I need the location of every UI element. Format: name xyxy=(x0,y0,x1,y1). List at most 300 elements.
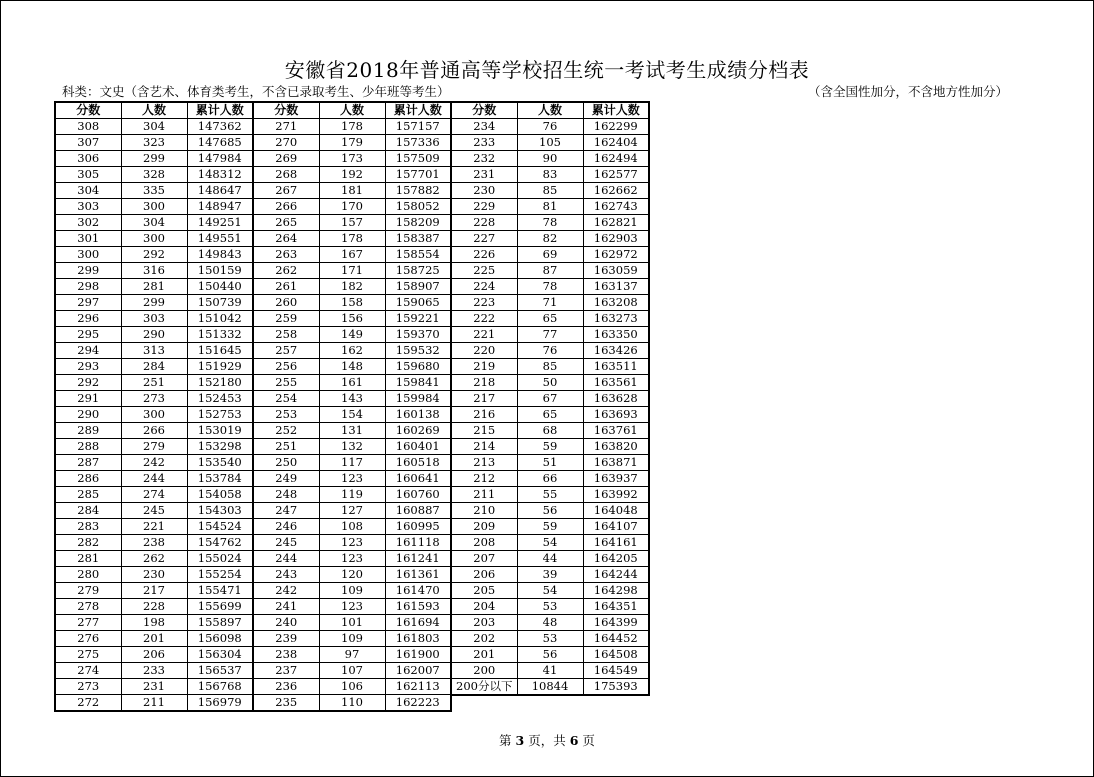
cumulative-cell: 157701 xyxy=(385,167,451,183)
score-cell: 231 xyxy=(451,167,517,183)
table-row xyxy=(253,135,451,151)
score-table-2 xyxy=(252,101,452,712)
page-border-top xyxy=(0,0,1094,1)
count-cell: 132 xyxy=(319,439,385,455)
cumulative-cell: 164351 xyxy=(583,599,649,615)
cumulative-cell: 160269 xyxy=(385,423,451,439)
count-cell: 251 xyxy=(121,375,187,391)
count-cell: 48 xyxy=(517,615,583,631)
count-cell: 162 xyxy=(319,343,385,359)
count-cell: 149 xyxy=(319,327,385,343)
header-count: 人数 xyxy=(517,102,583,119)
count-cell: 131 xyxy=(319,423,385,439)
table-row xyxy=(253,183,451,199)
cumulative-cell: 157336 xyxy=(385,135,451,151)
cumulative-cell: 152453 xyxy=(187,391,253,407)
header-count: 人数 xyxy=(121,102,187,119)
count-cell: 123 xyxy=(319,535,385,551)
header-score: 分数 xyxy=(451,102,517,119)
table-row xyxy=(55,503,253,519)
header-cumulative: 累计人数 xyxy=(385,102,451,119)
score-cell: 241 xyxy=(253,599,319,615)
count-cell: 54 xyxy=(517,583,583,599)
table-row xyxy=(451,295,649,311)
table-row xyxy=(253,167,451,183)
score-cell: 212 xyxy=(451,471,517,487)
cumulative-cell: 158209 xyxy=(385,215,451,231)
score-cell: 263 xyxy=(253,247,319,263)
count-cell: 54 xyxy=(517,535,583,551)
score-cell: 257 xyxy=(253,343,319,359)
table-row xyxy=(451,279,649,295)
count-cell: 182 xyxy=(319,279,385,295)
table-row xyxy=(253,487,451,503)
count-cell: 300 xyxy=(121,407,187,423)
score-cell: 235 xyxy=(253,695,319,712)
cumulative-cell: 148647 xyxy=(187,183,253,199)
cumulative-cell: 162743 xyxy=(583,199,649,215)
cumulative-cell: 160518 xyxy=(385,455,451,471)
count-cell: 233 xyxy=(121,663,187,679)
count-cell: 85 xyxy=(517,183,583,199)
count-cell: 245 xyxy=(121,503,187,519)
cumulative-cell: 155897 xyxy=(187,615,253,631)
score-cell: 213 xyxy=(451,455,517,471)
score-cell: 272 xyxy=(55,695,121,712)
score-cell: 298 xyxy=(55,279,121,295)
score-cell: 275 xyxy=(55,647,121,663)
score-cell: 261 xyxy=(253,279,319,295)
score-cell: 251 xyxy=(253,439,319,455)
count-cell: 110 xyxy=(319,695,385,712)
score-cell: 249 xyxy=(253,471,319,487)
header-score: 分数 xyxy=(55,102,121,119)
cumulative-cell: 155471 xyxy=(187,583,253,599)
score-cell: 290 xyxy=(55,407,121,423)
count-cell: 262 xyxy=(121,551,187,567)
cumulative-cell: 157157 xyxy=(385,119,451,135)
count-cell: 178 xyxy=(319,119,385,135)
cumulative-cell: 148312 xyxy=(187,167,253,183)
count-cell: 178 xyxy=(319,231,385,247)
table-row xyxy=(55,199,253,215)
cumulative-cell: 151332 xyxy=(187,327,253,343)
table-row xyxy=(451,183,649,199)
cumulative-cell: 150440 xyxy=(187,279,253,295)
score-cell: 229 xyxy=(451,199,517,215)
count-cell: 50 xyxy=(517,375,583,391)
cumulative-cell: 161900 xyxy=(385,647,451,663)
count-cell: 101 xyxy=(319,615,385,631)
score-cell: 294 xyxy=(55,343,121,359)
score-cell: 264 xyxy=(253,231,319,247)
count-cell: 292 xyxy=(121,247,187,263)
score-cell: 260 xyxy=(253,295,319,311)
cumulative-cell: 164107 xyxy=(583,519,649,535)
table-row xyxy=(451,647,649,663)
score-cell: 268 xyxy=(253,167,319,183)
table-row xyxy=(451,471,649,487)
cumulative-cell: 160760 xyxy=(385,487,451,503)
score-cell: 205 xyxy=(451,583,517,599)
table-row xyxy=(55,311,253,327)
count-cell: 10844 xyxy=(517,679,583,696)
score-cell: 289 xyxy=(55,423,121,439)
cumulative-cell: 163561 xyxy=(583,375,649,391)
count-cell: 148 xyxy=(319,359,385,375)
cumulative-cell: 153019 xyxy=(187,423,253,439)
table-row xyxy=(451,375,649,391)
count-cell: 117 xyxy=(319,455,385,471)
document-title: 安徽省2018年普通高等学校招生统一考试考生成绩分档表 xyxy=(284,58,810,82)
table-row xyxy=(253,535,451,551)
count-cell: 154 xyxy=(319,407,385,423)
score-cell: 216 xyxy=(451,407,517,423)
count-cell: 303 xyxy=(121,311,187,327)
table-row xyxy=(451,615,649,631)
score-cell: 224 xyxy=(451,279,517,295)
count-cell: 274 xyxy=(121,487,187,503)
score-cell: 207 xyxy=(451,551,517,567)
table-row xyxy=(55,151,253,167)
table-row xyxy=(253,407,451,423)
cumulative-cell: 153540 xyxy=(187,455,253,471)
cumulative-cell: 153298 xyxy=(187,439,253,455)
score-cell: 239 xyxy=(253,631,319,647)
cumulative-cell: 155254 xyxy=(187,567,253,583)
score-cell: 200 xyxy=(451,663,517,679)
table-row xyxy=(55,471,253,487)
table-row xyxy=(253,423,451,439)
score-cell: 223 xyxy=(451,295,517,311)
score-table-3 xyxy=(450,101,650,696)
score-cell: 277 xyxy=(55,615,121,631)
count-cell: 238 xyxy=(121,535,187,551)
score-cell: 305 xyxy=(55,167,121,183)
count-cell: 323 xyxy=(121,135,187,151)
score-cell: 292 xyxy=(55,375,121,391)
table-row xyxy=(55,631,253,647)
header-count: 人数 xyxy=(319,102,385,119)
count-cell: 71 xyxy=(517,295,583,311)
count-cell: 77 xyxy=(517,327,583,343)
score-cell: 209 xyxy=(451,519,517,535)
score-table-1 xyxy=(54,101,254,712)
count-cell: 206 xyxy=(121,647,187,663)
cumulative-cell: 159680 xyxy=(385,359,451,375)
count-cell: 53 xyxy=(517,631,583,647)
cumulative-cell: 160887 xyxy=(385,503,451,519)
score-cell: 246 xyxy=(253,519,319,535)
cumulative-cell: 161241 xyxy=(385,551,451,567)
score-cell: 269 xyxy=(253,151,319,167)
table-row xyxy=(55,295,253,311)
score-cell: 276 xyxy=(55,631,121,647)
table-row xyxy=(253,599,451,615)
cumulative-cell: 147685 xyxy=(187,135,253,151)
count-cell: 273 xyxy=(121,391,187,407)
score-cell: 225 xyxy=(451,263,517,279)
cumulative-cell: 157509 xyxy=(385,151,451,167)
count-cell: 156 xyxy=(319,311,385,327)
table-row xyxy=(451,167,649,183)
table-row xyxy=(451,567,649,583)
cumulative-cell: 163871 xyxy=(583,455,649,471)
cumulative-cell: 162903 xyxy=(583,231,649,247)
cumulative-cell: 157882 xyxy=(385,183,451,199)
score-cell: 254 xyxy=(253,391,319,407)
cumulative-cell: 155024 xyxy=(187,551,253,567)
count-cell: 335 xyxy=(121,183,187,199)
score-cell: 233 xyxy=(451,135,517,151)
table-row xyxy=(451,423,649,439)
cumulative-cell: 148947 xyxy=(187,199,253,215)
table-row xyxy=(55,423,253,439)
cumulative-cell: 160995 xyxy=(385,519,451,535)
score-cell: 293 xyxy=(55,359,121,375)
score-cell: 247 xyxy=(253,503,319,519)
table-row xyxy=(253,343,451,359)
score-cell: 252 xyxy=(253,423,319,439)
table-row xyxy=(451,263,649,279)
table-row xyxy=(451,231,649,247)
cumulative-cell: 164205 xyxy=(583,551,649,567)
score-cell: 303 xyxy=(55,199,121,215)
cumulative-cell: 162494 xyxy=(583,151,649,167)
header-cumulative: 累计人数 xyxy=(583,102,649,119)
count-cell: 109 xyxy=(319,583,385,599)
cumulative-cell: 163511 xyxy=(583,359,649,375)
cumulative-cell: 150159 xyxy=(187,263,253,279)
table-row xyxy=(55,215,253,231)
cumulative-cell: 164508 xyxy=(583,647,649,663)
table-row xyxy=(253,679,451,695)
score-cell: 307 xyxy=(55,135,121,151)
table-row xyxy=(253,311,451,327)
table-row xyxy=(253,615,451,631)
score-cell: 217 xyxy=(451,391,517,407)
count-cell: 157 xyxy=(319,215,385,231)
table-row xyxy=(55,135,253,151)
table-row xyxy=(253,119,451,135)
count-cell: 76 xyxy=(517,343,583,359)
table-row xyxy=(253,231,451,247)
count-cell: 179 xyxy=(319,135,385,151)
table-header-row xyxy=(55,102,253,119)
cumulative-cell: 163761 xyxy=(583,423,649,439)
count-cell: 173 xyxy=(319,151,385,167)
table-row xyxy=(253,503,451,519)
cumulative-cell: 156098 xyxy=(187,631,253,647)
score-cell: 244 xyxy=(253,551,319,567)
cumulative-cell: 153784 xyxy=(187,471,253,487)
table-row xyxy=(451,519,649,535)
score-cell: 300 xyxy=(55,247,121,263)
count-cell: 109 xyxy=(319,631,385,647)
cumulative-cell: 151645 xyxy=(187,343,253,359)
cumulative-cell: 159370 xyxy=(385,327,451,343)
page-suffix: 页 xyxy=(582,733,595,748)
count-cell: 59 xyxy=(517,439,583,455)
count-cell: 181 xyxy=(319,183,385,199)
table-row xyxy=(55,535,253,551)
count-cell: 90 xyxy=(517,151,583,167)
table-header-row xyxy=(451,102,649,119)
score-cell: 297 xyxy=(55,295,121,311)
count-cell: 171 xyxy=(319,263,385,279)
count-cell: 170 xyxy=(319,199,385,215)
page-footer xyxy=(0,731,1094,749)
score-cell: 214 xyxy=(451,439,517,455)
count-cell: 78 xyxy=(517,215,583,231)
score-cell: 218 xyxy=(451,375,517,391)
page-border-left xyxy=(0,0,1,777)
table-row xyxy=(55,583,253,599)
count-cell: 78 xyxy=(517,279,583,295)
table-row xyxy=(253,391,451,407)
count-cell: 97 xyxy=(319,647,385,663)
score-cell: 284 xyxy=(55,503,121,519)
cumulative-cell: 151929 xyxy=(187,359,253,375)
cumulative-cell: 162404 xyxy=(583,135,649,151)
score-cell: 219 xyxy=(451,359,517,375)
count-cell: 39 xyxy=(517,567,583,583)
cumulative-cell: 162113 xyxy=(385,679,451,695)
table-row xyxy=(451,407,649,423)
table-row xyxy=(253,279,451,295)
score-cell: 258 xyxy=(253,327,319,343)
table-row xyxy=(253,247,451,263)
cumulative-cell: 161593 xyxy=(385,599,451,615)
table-row xyxy=(55,487,253,503)
table-row xyxy=(253,359,451,375)
table-row xyxy=(451,391,649,407)
score-cell: 238 xyxy=(253,647,319,663)
cumulative-cell: 158725 xyxy=(385,263,451,279)
score-cell: 227 xyxy=(451,231,517,247)
score-cell: 243 xyxy=(253,567,319,583)
count-cell: 192 xyxy=(319,167,385,183)
count-cell: 107 xyxy=(319,663,385,679)
count-cell: 143 xyxy=(319,391,385,407)
table-row xyxy=(451,503,649,519)
count-cell: 83 xyxy=(517,167,583,183)
table-row xyxy=(55,599,253,615)
table-row xyxy=(451,535,649,551)
table-row xyxy=(55,279,253,295)
table-row xyxy=(253,647,451,663)
score-cell: 291 xyxy=(55,391,121,407)
table-row xyxy=(55,679,253,695)
page-prefix: 第 xyxy=(499,733,512,748)
score-cell: 286 xyxy=(55,471,121,487)
table-row xyxy=(451,215,649,231)
score-cell: 208 xyxy=(451,535,517,551)
table-row xyxy=(451,311,649,327)
table-row xyxy=(253,327,451,343)
count-cell: 56 xyxy=(517,503,583,519)
score-cell: 236 xyxy=(253,679,319,695)
table-row xyxy=(55,519,253,535)
cumulative-cell: 158387 xyxy=(385,231,451,247)
cumulative-cell: 163350 xyxy=(583,327,649,343)
count-cell: 290 xyxy=(121,327,187,343)
cumulative-cell: 164549 xyxy=(583,663,649,679)
cumulative-cell: 163937 xyxy=(583,471,649,487)
cumulative-cell: 147984 xyxy=(187,151,253,167)
count-cell: 217 xyxy=(121,583,187,599)
count-cell: 41 xyxy=(517,663,583,679)
table-row xyxy=(55,359,253,375)
count-cell: 123 xyxy=(319,599,385,615)
count-cell: 106 xyxy=(319,679,385,695)
table-row xyxy=(253,631,451,647)
bonus-note: （含全国性加分，不含地方性加分） xyxy=(807,84,1008,99)
cumulative-cell: 160138 xyxy=(385,407,451,423)
cumulative-cell: 161361 xyxy=(385,567,451,583)
table-row xyxy=(55,551,253,567)
score-cell: 245 xyxy=(253,535,319,551)
cumulative-cell: 175393 xyxy=(583,679,649,696)
count-cell: 299 xyxy=(121,151,187,167)
cumulative-cell: 159221 xyxy=(385,311,451,327)
score-cell: 281 xyxy=(55,551,121,567)
score-cell: 248 xyxy=(253,487,319,503)
table-row xyxy=(55,375,253,391)
cumulative-cell: 162223 xyxy=(385,695,451,712)
cumulative-cell: 161470 xyxy=(385,583,451,599)
cumulative-cell: 163628 xyxy=(583,391,649,407)
count-cell: 279 xyxy=(121,439,187,455)
cumulative-cell: 162972 xyxy=(583,247,649,263)
table-row xyxy=(253,695,451,712)
count-cell: 201 xyxy=(121,631,187,647)
table-row xyxy=(253,215,451,231)
count-cell: 316 xyxy=(121,263,187,279)
count-cell: 231 xyxy=(121,679,187,695)
score-cell: 237 xyxy=(253,663,319,679)
count-cell: 87 xyxy=(517,263,583,279)
score-cell: 215 xyxy=(451,423,517,439)
cumulative-cell: 156537 xyxy=(187,663,253,679)
table-row xyxy=(253,455,451,471)
score-cell: 203 xyxy=(451,615,517,631)
cumulative-cell: 163059 xyxy=(583,263,649,279)
score-cell: 285 xyxy=(55,487,121,503)
score-cell: 301 xyxy=(55,231,121,247)
count-cell: 228 xyxy=(121,599,187,615)
score-cell: 201 xyxy=(451,647,517,663)
cumulative-cell: 149843 xyxy=(187,247,253,263)
score-cell: 266 xyxy=(253,199,319,215)
table-row xyxy=(55,247,253,263)
score-cell: 283 xyxy=(55,519,121,535)
cumulative-cell: 163992 xyxy=(583,487,649,503)
count-cell: 211 xyxy=(121,695,187,712)
table-row xyxy=(55,167,253,183)
count-cell: 68 xyxy=(517,423,583,439)
table-row xyxy=(451,455,649,471)
cumulative-cell: 155699 xyxy=(187,599,253,615)
table-header-row xyxy=(253,102,451,119)
score-cell: 279 xyxy=(55,583,121,599)
count-cell: 198 xyxy=(121,615,187,631)
count-cell: 230 xyxy=(121,567,187,583)
cumulative-cell: 163426 xyxy=(583,343,649,359)
table-row xyxy=(451,679,649,696)
count-cell: 81 xyxy=(517,199,583,215)
count-cell: 123 xyxy=(319,551,385,567)
